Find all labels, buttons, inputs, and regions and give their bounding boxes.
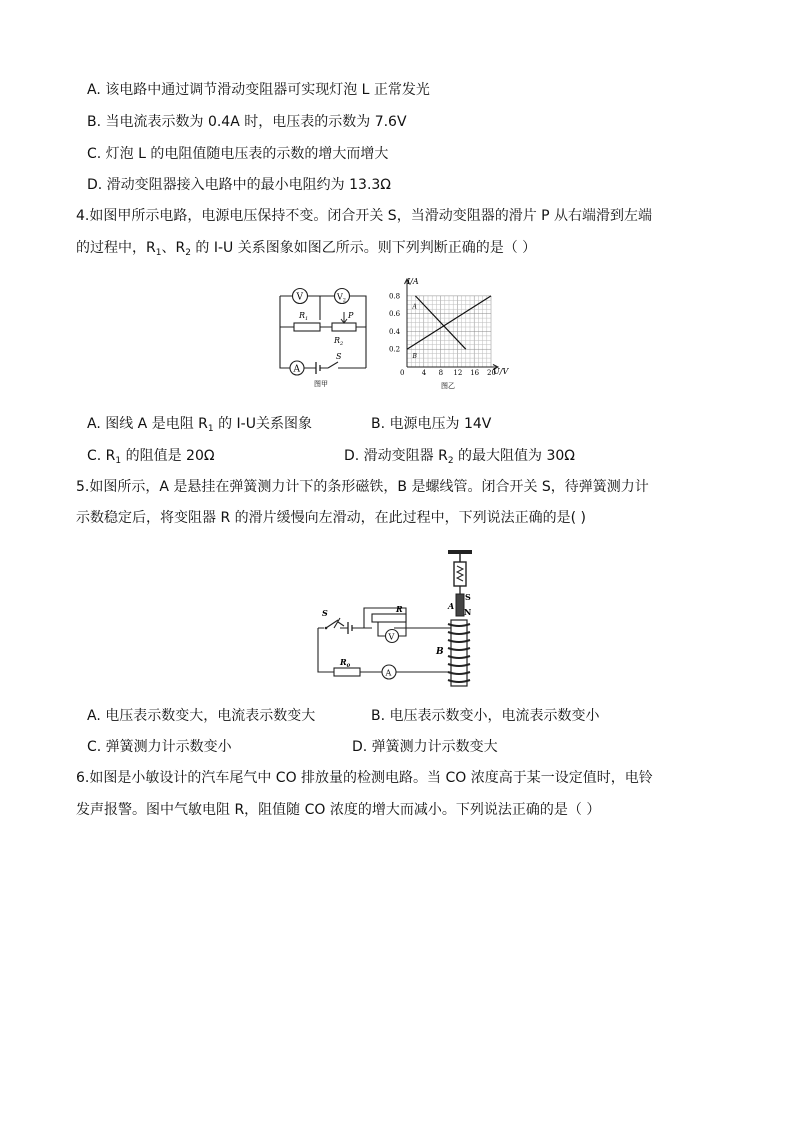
- q4-stem-line2: 的过程中，$R_1$、$R_2$ 的 I-U 关系图象如图乙所示。则下列判断正确的是（ ）: [76, 240, 537, 258]
- solenoid-b-label: B: [436, 647, 444, 657]
- q4-option-a: A. 图线 A 是电阻 $R_1$ 的 I-U关系图象: [87, 416, 312, 434]
- ammeter-label: A: [385, 668, 392, 678]
- switch-label: S: [336, 352, 342, 361]
- q3-option-c: C. 灯泡 L 的电阻值随电压表的示数的增大而增大: [87, 146, 389, 162]
- q6-stem-line1: 6.如图是小敏设计的汽车尾气中 CO 排放量的检测电路。当 CO 浓度高于某一设定值时，电铃: [76, 770, 653, 786]
- q3-option-d: D. 滑动变阻器接入电路中的最小电阻约为 13.3Ω: [87, 177, 391, 193]
- rheostat-r-label: R: [396, 604, 403, 614]
- battery-icon: [316, 362, 320, 374]
- chart-xlabel: U/V: [493, 367, 509, 376]
- tick-label-y: 0.6: [389, 310, 401, 319]
- tick-label-y: 0.8: [389, 292, 401, 301]
- q5-option-b: B. 电压表示数变小，电流表示数变小: [371, 708, 600, 724]
- tick-label-y: 0.4: [389, 327, 401, 336]
- magnet-n-label: N: [464, 607, 472, 617]
- r1-label: $R_1$: [299, 311, 309, 322]
- tick-label-origin: 0: [400, 369, 405, 377]
- q4-option-d: D. 滑动变阻器 $R_2$ 的最大阻值为 30Ω: [344, 448, 576, 466]
- resistor-r0-icon: [334, 668, 360, 676]
- circuit-figure-jia: [274, 282, 386, 390]
- v1-label: V: [296, 292, 303, 303]
- rheostat-r-icon: [372, 614, 406, 622]
- q5-option-d: D. 弹簧测力计示数变大: [352, 739, 498, 755]
- chart-axes: [405, 279, 499, 370]
- chart-ylabel: I/A: [407, 277, 419, 286]
- q4-stem-line1: 4.如图甲所示电路，电源电压保持不变。闭合开关 S，当滑动变阻器的滑片 P 从右端滑到左端: [76, 208, 653, 224]
- q5-option-c: C. 弹簧测力计示数变小: [87, 739, 232, 755]
- solenoid-icon: [451, 620, 467, 686]
- q6-stem-line2: 发声报警。图中气敏电阻 R，阻值随 CO 浓度的增大而减小。下列说法正确的是（ ）: [76, 802, 601, 818]
- magnet-a-label: A: [448, 601, 455, 611]
- resistor-r1-icon: [294, 323, 320, 331]
- bar-magnet-icon: [456, 594, 464, 616]
- solenoid-circuit-figure: [314, 548, 478, 690]
- r2-label: $R_2$: [334, 336, 344, 347]
- rheostat-r2-icon: [332, 323, 356, 331]
- figure-yi-caption: 图乙: [441, 382, 455, 390]
- series-label-b: B: [412, 353, 417, 361]
- tick-label-x: 8: [438, 369, 444, 377]
- voltmeter-label: V: [388, 632, 395, 642]
- q5-stem-line2: 示数稳定后，将变阻器 R 的滑片缓慢向左滑动，在此过程中，下列说法正确的是( ): [76, 510, 586, 526]
- figure-jia-caption: 图甲: [314, 380, 328, 388]
- slider-arrow-icon: [341, 312, 347, 323]
- r0-label: $R_0$: [340, 657, 351, 669]
- iu-graph-yi: [387, 272, 517, 392]
- series-label-a: A: [412, 303, 417, 311]
- switch-s-label: S: [322, 608, 328, 618]
- q5-stem-line1: 5.如图所示，A 是悬挂在弹簧测力计下的条形磁铁，B 是螺线管。闭合开关 S，待弹簧测力计: [76, 479, 649, 495]
- p-label: P: [348, 311, 354, 320]
- q3-option-b: B. 当电流表示数为 0.4A 时，电压表的示数为 7.6V: [87, 114, 407, 130]
- tick-label-x: 12: [453, 369, 463, 377]
- v2-label: $V_2$: [337, 292, 346, 304]
- tick-label-x: 16: [470, 369, 480, 377]
- support-bar-icon: [448, 550, 472, 554]
- switch-icon: [328, 362, 338, 368]
- q5-option-a: A. 电压表示数变大，电流表示数变大: [87, 708, 316, 724]
- ammeter-label: A: [293, 364, 300, 375]
- q3-option-a: A. 该电路中通过调节滑动变阻器可实现灯泡 L 正常发光: [87, 82, 430, 98]
- q4-option-b: B. 电源电压为 14V: [371, 416, 492, 432]
- magnet-s-label: S: [465, 592, 471, 602]
- battery-icon: [348, 622, 352, 634]
- tick-label-x: 4: [421, 369, 427, 377]
- q4-option-c: C. $R_1$ 的阻值是 20Ω: [87, 448, 215, 466]
- tick-label-x: 20: [487, 369, 496, 377]
- tick-label-y: 0.2: [389, 345, 401, 354]
